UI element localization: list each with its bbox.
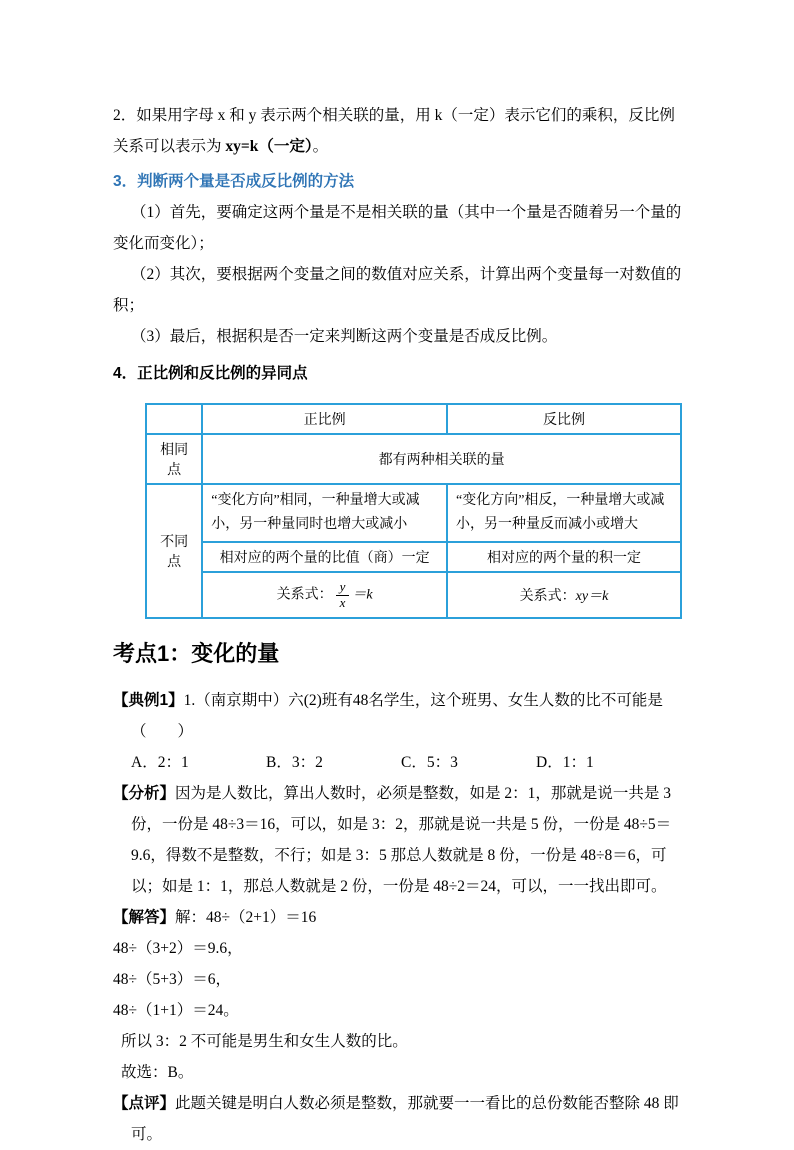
relation-formula: xy＝k (575, 589, 609, 604)
row-label-same: 相同点 (146, 434, 202, 484)
example-question (113, 685, 682, 747)
column-header-inverse-proportion: 反比例 (447, 404, 681, 434)
diff-direction-direct-cell: “变化方向”相同，一种量增大或减小，另一种量同时也增大或减小 (202, 484, 447, 542)
answer-equation-1: 48÷（3+2）＝9.6， (113, 940, 243, 957)
comparison-table (145, 403, 682, 619)
method-step-1: （1）首先，要确定这两个量是不是相关联的量（其中一个量是否随着另一个量的变化而变化）； (113, 204, 682, 252)
fraction-numerator: y (336, 580, 350, 596)
table-row-diff-3 (146, 572, 681, 618)
relation-suffix: ＝k (352, 587, 373, 603)
example-question-label: 【典例1】 (113, 692, 184, 709)
relation-prefix: 关系式： (276, 587, 333, 603)
diff-direction-inverse-cell: “变化方向”相反，一种量增大或减小，另一种量反而减小或增大 (447, 484, 681, 542)
heading-judge-method: 3．判断两个量是否成反比例的方法 (113, 173, 355, 190)
table-corner-cell (146, 404, 202, 434)
relation-formula-direct-cell (202, 572, 447, 618)
table-row-diff-1 (146, 484, 681, 542)
relation-formula-inverse-cell (447, 572, 681, 618)
fraction-denominator: x (339, 594, 346, 610)
method-step-3: （3）最后，根据积是否一定来判断这两个变量是否成反比例。 (131, 328, 558, 345)
comment-paragraph (113, 1088, 682, 1150)
paragraph-inverse-formula (113, 100, 682, 162)
analysis-label: 【分析】 (113, 785, 176, 802)
answer-first-line (113, 902, 682, 933)
diff-product-cell: 相对应的两个量的积一定 (447, 542, 681, 572)
analysis-paragraph (113, 778, 682, 902)
column-header-direct-proportion: 正比例 (202, 404, 447, 434)
answer-equation-3: 48÷（1+1）＝24。 (113, 1002, 239, 1019)
table-header-row (146, 404, 681, 434)
analysis-text: 因为是人数比，算出人数时，必须是整数，如是 2：1，那就是说一共是 3 份，一份是 48÷3＝16，可以，如是 3：2，那就是说一共是 5 份，一份是 48÷5＝9.6，得数不是整数，不行；如是 3：5 那总人数就是 8 份，一份是 48÷8＝6，可以；如是 1：1，那总人数就是 2 份，一份是 48÷2＝24，可以，一一找出即可。 (131, 785, 672, 895)
comment-text: 此题关键是明白人数必须是整数，那就要一一看比的总份数能否整除 48 即可。 (131, 1095, 679, 1143)
relation-prefix: 关系式： (519, 589, 576, 604)
answer-choice: 故选：B。 (121, 1064, 194, 1081)
section-title-kaodian-1: 考点1：变化的量 (113, 641, 280, 666)
row-label-diff: 不同点 (146, 484, 202, 618)
option-a: A．2：1 (131, 754, 189, 771)
formula-bold-text: xy=k（一定） (225, 138, 313, 155)
comment-label: 【点评】 (113, 1095, 176, 1112)
table-row-diff-2 (146, 542, 681, 572)
paragraph-text-end: 。 (312, 138, 329, 155)
example-question-text: 1.（南京期中）六(2)班有48名学生，这个班男、女生人数的比不可能是（ ） (131, 692, 663, 740)
diff-ratio-cell: 相对应的两个量的比值（商）一定 (202, 542, 447, 572)
paragraph-text: 2．如果用字母 x 和 y 表示两个相关联的量，用 k（一定）表示它们的乘积，反比例关系可以表示为 (113, 107, 675, 155)
same-value-cell: 都有两种相关联的量 (202, 434, 681, 484)
answer-conclusion: 所以 3：2 不可能是男生和女生人数的比。 (121, 1033, 408, 1050)
answer-options (113, 747, 682, 778)
option-c: C．5：3 (401, 754, 458, 771)
heading-similarities-differences: 4．正比例和反比例的异同点 (113, 365, 308, 382)
option-b: B．3：2 (266, 754, 323, 771)
method-step-2: （2）其次，要根据两个变量之间的数值对应关系，计算出两个变量每一对数值的积； (113, 266, 682, 314)
answer-equation-2: 48÷（5+3）＝6， (113, 971, 231, 988)
fraction-y-over-x (336, 580, 350, 611)
answer-label: 【解答】 (113, 909, 176, 926)
table-row-same (146, 434, 681, 484)
option-d: D．1：1 (536, 754, 594, 771)
answer-first-text: 解：48÷（2+1）＝16 (175, 909, 317, 926)
